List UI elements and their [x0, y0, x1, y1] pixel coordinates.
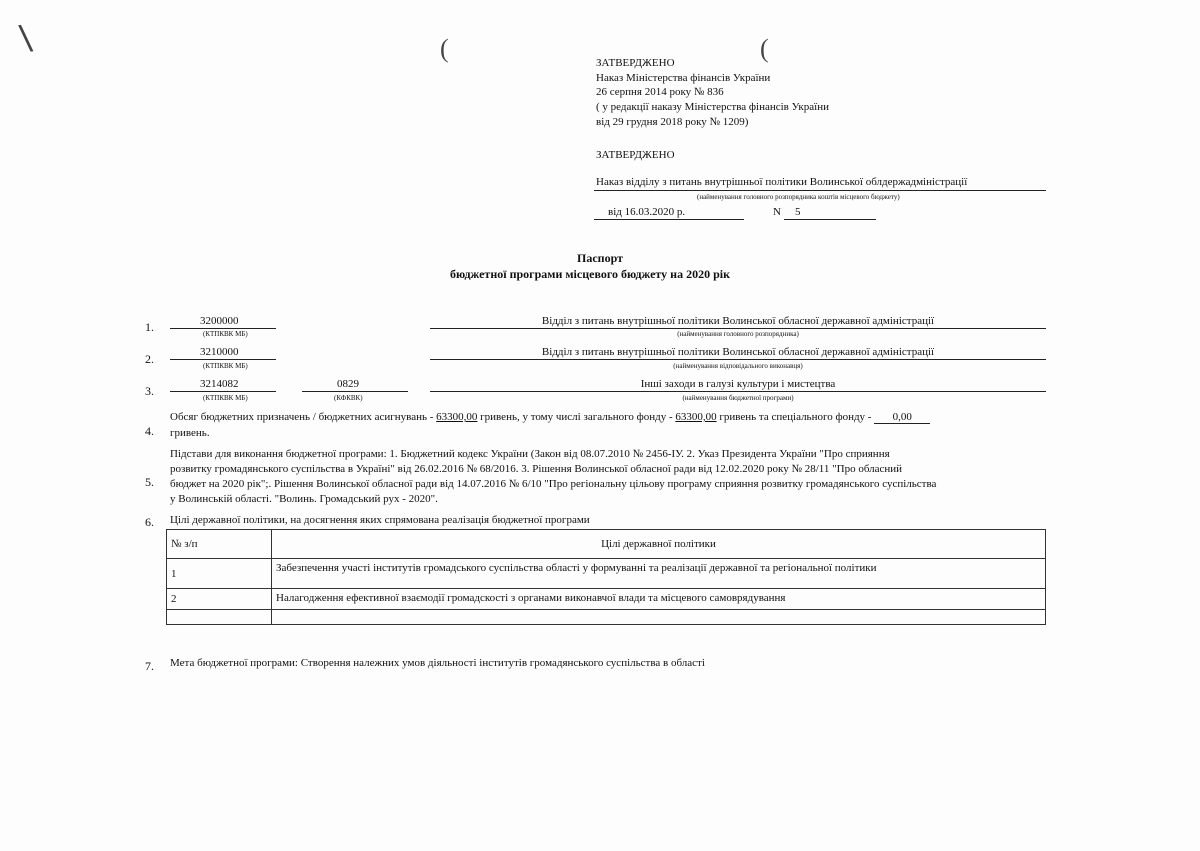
item-2-name-underline: [430, 359, 1046, 360]
item-1-name: Відділ з питань внутрішньої політики Волинської обласної державної адміністрації: [541, 315, 935, 327]
item-5-line-3: бюджет на 2020 рік";. Рішення Волинської обласної ради від 14.07.2016 № 6/10 "Про регіональну цільову програму сприяння розвитку громадянського суспільства: [170, 478, 937, 490]
item-3-name-caption: (найменування бюджетної програми): [682, 394, 794, 402]
table-cell-number: [167, 610, 272, 625]
item-4-allocation-line: [170, 411, 930, 424]
item-7-number: 7.: [145, 659, 154, 673]
item-4-number: 4.: [145, 424, 154, 438]
approval2-date: від 16.03.2020 р.: [608, 206, 686, 218]
item-3-code-underline: [170, 391, 276, 392]
approval2-order-caption: (найменування головного розпорядника коштів місцевого бюджету): [697, 193, 900, 201]
scan-mark-paren-left: (: [440, 34, 449, 63]
item-4-special-fund: 0,00: [874, 412, 930, 424]
table-row: [167, 589, 1046, 610]
item-5-line-2: розвитку громадянського суспільства в Україні" від 26.02.2016 № 68/2016. 3. Рішення Волинської обласної ради від 12.02.2020 року № 28/11 "Про обласний: [170, 463, 903, 475]
item-6-number: 6.: [145, 515, 154, 529]
item-3-name: Інші заходи в галузі культури і мистецтва: [640, 378, 836, 390]
table-cell-goal: [272, 610, 1046, 625]
item-1-number: 1.: [145, 320, 154, 334]
item-1-code-underline: [170, 328, 276, 329]
table-cell-goal: Забезпечення участі інститутів громадського суспільства області у формуванні та реалізації державної та регіональної політики: [272, 559, 1046, 589]
item-4-text-4: гривень.: [170, 427, 210, 439]
approval1-line2: 26 серпня 2014 року № 836: [596, 86, 724, 98]
item-4-total-amount: 63300,00: [436, 411, 478, 423]
item-5-line-1: Підстави для виконання бюджетної програми: 1. Бюджетний кодекс України (Закон від 08.07.2010 № 2456-ІУ. 2. Указ Президента України "Про сприяння: [170, 448, 890, 460]
approval1-title: ЗАТВЕРДЖЕНО: [596, 57, 675, 69]
approval2-order-underline: [594, 190, 1046, 191]
item-4-text-2: гривень, у тому числі загального фонду -: [477, 411, 676, 423]
item-4-text-3: гривень та спеціального фонду -: [716, 411, 875, 423]
item-5-number: 5.: [145, 475, 154, 489]
table-row-empty: [167, 610, 1046, 625]
table-cell-number: 2: [167, 589, 272, 610]
table-cell-number: 1: [167, 559, 272, 589]
approval2-number-underline: [784, 219, 876, 220]
item-1-code-caption: (КТПКВК МБ): [203, 330, 248, 338]
column-header-number: № з/п: [167, 530, 272, 559]
item-2-name: Відділ з питань внутрішньої політики Волинської обласної державної адміністрації: [541, 346, 935, 358]
approval2-order: Наказ відділу з питань внутрішньої політики Волинської облдержадміністрації: [596, 176, 968, 188]
approval2-date-underline: [594, 219, 744, 220]
item-6-title: Цілі державної політики, на досягнення яких спрямована реалізація бюджетної програми: [170, 514, 590, 526]
item-3-name-underline: [430, 391, 1046, 392]
item-3-function-code-underline: [302, 391, 408, 392]
item-7-text: Мета бюджетної програми: Створення належних умов діяльності інститутів громадянського суспільства в області: [170, 657, 705, 669]
item-3-code-caption: (КТПКВК МБ): [203, 394, 248, 402]
policy-goals-table: [166, 529, 1046, 625]
approval2-number-label: N: [773, 206, 781, 218]
item-4-general-fund: 63300,00: [675, 411, 717, 423]
approval1-line4: від 29 грудня 2018 року № 1209): [596, 116, 749, 128]
table-header-row: [167, 530, 1046, 559]
approval1-line1: Наказ Міністерства фінансів України: [596, 72, 771, 84]
item-3-function-code: 0829: [337, 378, 359, 390]
item-1-code: 3200000: [200, 315, 239, 327]
item-2-code: 3210000: [200, 346, 239, 358]
item-5-line-4: у Волинській області. "Волинь. Громадський рух - 2020".: [170, 493, 438, 505]
scan-mark-paren-right: (: [760, 34, 769, 63]
item-2-code-caption: (КТПКВК МБ): [203, 362, 248, 370]
item-3-number: 3.: [145, 384, 154, 398]
item-2-number: 2.: [145, 352, 154, 366]
item-1-name-underline: [430, 328, 1046, 329]
item-3-function-code-caption: (КФКВК): [334, 394, 363, 402]
document-title: Паспорт: [577, 251, 623, 265]
approval2-number: 5: [795, 206, 801, 218]
item-4-text-1: Обсяг бюджетних призначень / бюджетних асигнувань -: [170, 411, 437, 423]
table-row: [167, 559, 1046, 589]
document-subtitle: бюджетної програми місцевого бюджету на 2020 рік: [450, 267, 730, 281]
item-2-code-underline: [170, 359, 276, 360]
column-header-goal: Цілі державної політики: [272, 530, 1046, 559]
item-1-name-caption: (найменування головного розпорядника): [677, 330, 799, 338]
approval2-title: ЗАТВЕРДЖЕНО: [596, 149, 675, 161]
item-2-name-caption: (найменування відповідального виконавця): [673, 362, 803, 370]
table-cell-goal: Налагодження ефективної взаємодії громадскості з органами виконавчої влади та місцевого самоврядування: [272, 589, 1046, 610]
item-3-code: 3214082: [200, 378, 239, 390]
scan-mark-slash: \: [17, 17, 35, 59]
approval1-line3: ( у редакції наказу Міністерства фінансів України: [596, 101, 829, 113]
